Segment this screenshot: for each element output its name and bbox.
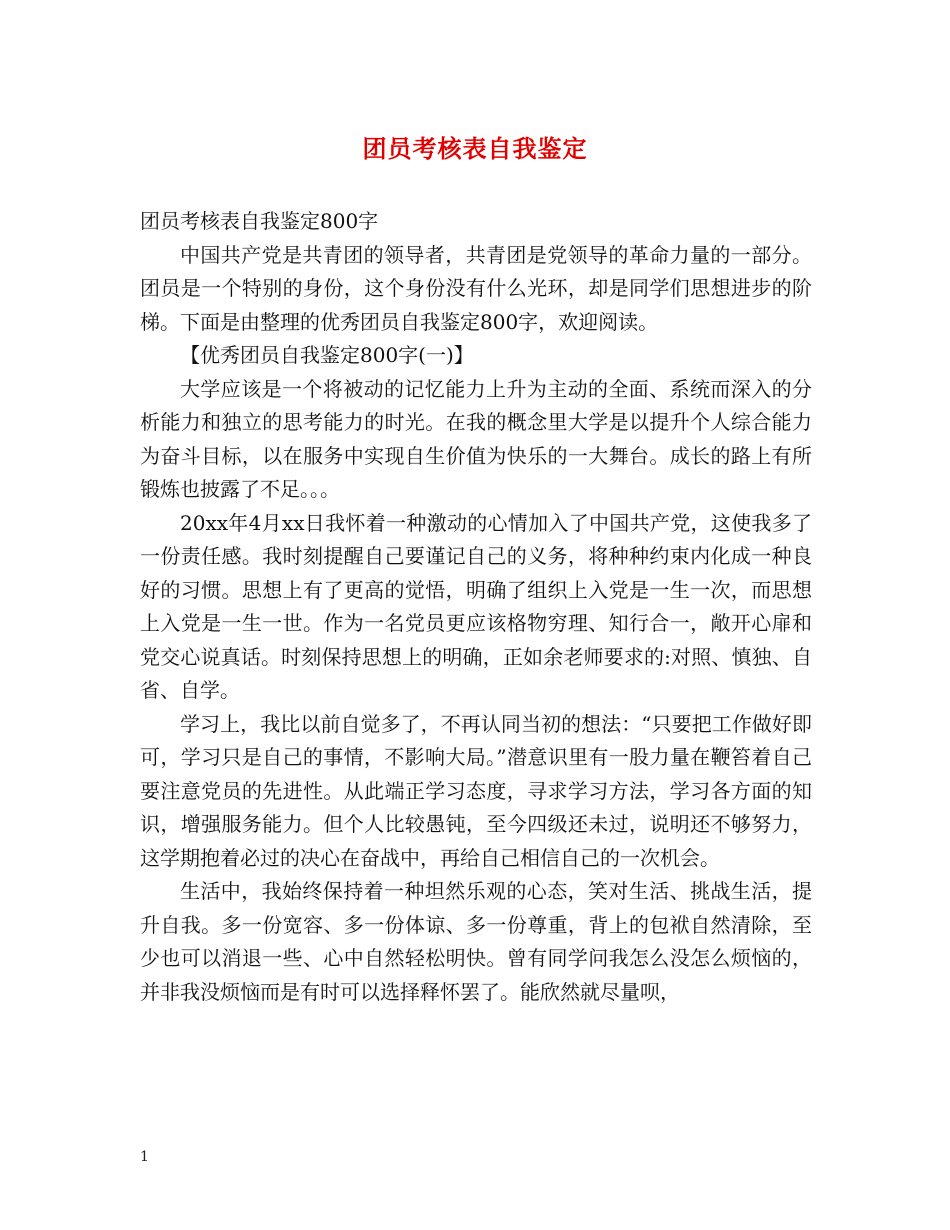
body-paragraph: 大学应该是一个将被动的记忆能力上升为主动的全面、系统而深入的分析能力和独立的思考能力的时光。在我的概念里大学是以提升个人综合能力为奋斗目标，以在服务中实现自生价值为快乐的一大舞台。成长的路上有所锻炼也披露了不足。。。 bbox=[140, 376, 812, 501]
body-paragraph: 学习上，我比以前自觉多了，不再认同当初的想法：“只要把工作做好即可，学习只是自己的事情，不影响大局。”潜意识里有一股力量在鞭笞着自己要注意党员的先进性。从此端正学习态度，寻求学习方法，学习各方面的知识，增强服务能力。但个人比较愚钝，至今四级还未过，说明还不够努力，这学期抱着必过的决心在奋战中，再给自己相信自己的一次机会。 bbox=[140, 711, 812, 870]
document-body bbox=[140, 205, 812, 1009]
document-title: 团员考核表自我鉴定 bbox=[362, 134, 588, 163]
subtitle-paragraph: 团员考核表自我鉴定800字 bbox=[140, 209, 379, 233]
body-paragraph: 20xx年4月xx日我怀着一种激动的心情加入了中国共产党，这使我多了一份责任感。我时刻提醒自己要谨记自己的义务，将种种约束内化成一种良好的习惯。思想上有了更高的觉悟，明确了组织上入党是一生一次，而思想上入党是一生一世。作为一名党员更应该格物穷理、知行合一，敞开心扉和党交心说真话。时刻保持思想上的明确，正如余老师要求的:对照、慎独、自省、自学。 bbox=[140, 510, 812, 702]
intro-paragraph: 中国共产党是共青团的领导者，共青团是党领导的革命力量的一部分。团员是一个特别的身份，这个身份没有什么光环，却是同学们思想进步的阶梯。下面是由整理的优秀团员自我鉴定800字，欢迎阅读。 bbox=[140, 242, 812, 334]
body-paragraph: 生活中，我始终保持着一种坦然乐观的心态，笑对生活、挑战生活，提升自我。多一份宽容、多一份体谅、多一份尊重，背上的包袱自然清除，至少也可以消退一些、心中自然轻松明快。曾有同学问我怎么没怎么烦恼的，并非我没烦恼而是有时可以选择释怀罢了。能欣然就尽量呗， bbox=[140, 879, 812, 1004]
section-heading: 【优秀团员自我鉴定800字(一)】 bbox=[180, 343, 474, 367]
page-number: 1 bbox=[140, 1149, 149, 1165]
